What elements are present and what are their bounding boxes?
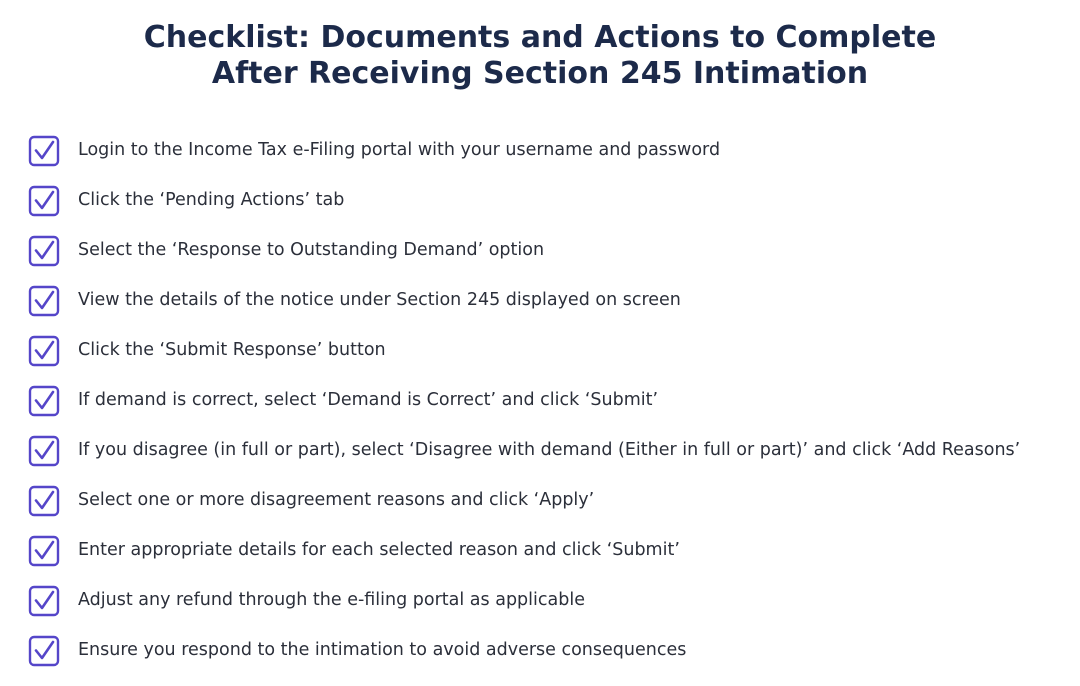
checklist-item[interactable] <box>28 576 1020 626</box>
checklist-item[interactable] <box>28 126 1020 176</box>
checklist-item[interactable] <box>28 526 1020 576</box>
checklist-item-label: Click the ‘Pending Actions’ tab <box>78 190 345 210</box>
checked-checkbox-icon[interactable] <box>28 435 60 467</box>
checked-checkbox-icon[interactable] <box>28 135 60 167</box>
checklist-item-label: View the details of the notice under Section 245 displayed on screen <box>78 290 681 310</box>
checked-checkbox-icon[interactable] <box>28 635 60 667</box>
checklist-item[interactable] <box>28 326 1020 376</box>
checklist-item[interactable] <box>28 476 1020 526</box>
checklist-item-label: Adjust any refund through the e-filing portal as applicable <box>78 590 585 610</box>
checked-checkbox-icon[interactable] <box>28 585 60 617</box>
checklist-item-label: If demand is correct, select ‘Demand is Correct’ and click ‘Submit’ <box>78 390 659 410</box>
page-title-line-1: Checklist: Documents and Actions to Complete <box>143 20 937 55</box>
checked-checkbox-icon[interactable] <box>28 335 60 367</box>
checklist-item-label: Select one or more disagreement reasons and click ‘Apply’ <box>78 490 595 510</box>
checklist-item-label: If you disagree (in full or part), select ‘Disagree with demand (Either in full or part)’ and click ‘Add Reasons’ <box>78 440 1021 460</box>
checklist-item[interactable] <box>28 176 1020 226</box>
checked-checkbox-icon[interactable] <box>28 535 60 567</box>
checked-checkbox-icon[interactable] <box>28 285 60 317</box>
checklist-item[interactable] <box>28 376 1020 426</box>
checked-checkbox-icon[interactable] <box>28 485 60 517</box>
checklist-item[interactable] <box>28 226 1020 276</box>
checked-checkbox-icon[interactable] <box>28 185 60 217</box>
checked-checkbox-icon[interactable] <box>28 235 60 267</box>
checklist-item-label: Login to the Income Tax e-Filing portal with your username and password <box>78 140 721 160</box>
page-title <box>0 20 1080 92</box>
checklist-item-label: Select the ‘Response to Outstanding Demand’ option <box>78 240 545 260</box>
checklist-item[interactable] <box>28 276 1020 326</box>
checklist-item-label: Ensure you respond to the intimation to avoid adverse consequences <box>78 640 687 660</box>
checked-checkbox-icon[interactable] <box>28 385 60 417</box>
checklist-item[interactable] <box>28 626 1020 676</box>
checklist-item[interactable] <box>28 426 1020 476</box>
checklist <box>28 126 1020 676</box>
checklist-item-label: Click the ‘Submit Response’ button <box>78 340 386 360</box>
checklist-item-label: Enter appropriate details for each selected reason and click ‘Submit’ <box>78 540 680 560</box>
page-title-line-2: After Receiving Section 245 Intimation <box>211 56 869 91</box>
